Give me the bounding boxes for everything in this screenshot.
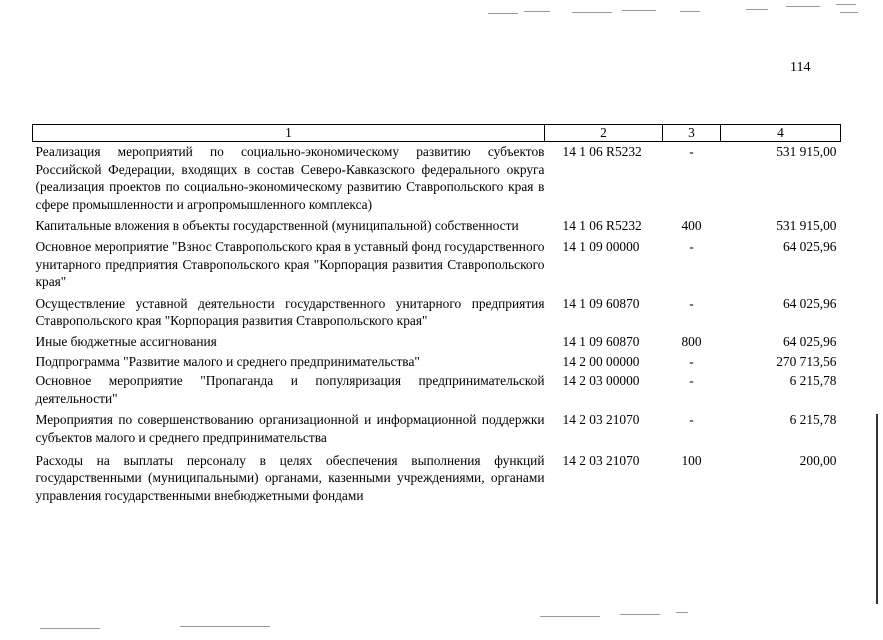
row-amount: 531 915,00: [776, 218, 837, 234]
row-code: 14 1 06 R5232: [562, 218, 642, 234]
row-amount: 270 713,56: [776, 353, 837, 369]
column-header-3: 3: [663, 125, 721, 142]
row-amount: 64 025,96: [782, 333, 837, 349]
row-expense-type: -: [689, 373, 694, 389]
budget-table: [32, 124, 841, 506]
table-row: [33, 449, 841, 507]
row-name: Основное мероприятие "Взнос Ставропольского края в уставный фонд государственного унитарного предприятия Ставропольского края "Корпорация развития Ставропольского края": [35, 238, 545, 290]
row-expense-type: -: [689, 144, 694, 159]
row-code: 14 1 09 60870: [562, 295, 640, 311]
row-name: Реализация мероприятий по социально-экономическому развитию субъектов Российской Федерации, входящих в состав Северо-Кавказского федерального округа (реализация проектов по социально-экономическому развитию Ставропольского края в сфере промышленности и агропромышленного комплекса): [35, 144, 545, 212]
row-amount: 200,00: [799, 452, 837, 468]
row-name: Осуществление уставной деятельности государственного унитарного предприятия Ставропольского края "Корпорация развития Ставропольского края": [35, 295, 545, 329]
row-amount: 6 215,78: [789, 412, 837, 428]
row-code: 14 2 03 21070: [562, 412, 640, 428]
row-expense-type: -: [689, 295, 694, 311]
row-code: 14 2 03 21070: [562, 452, 640, 468]
table-row: [33, 408, 841, 448]
row-expense-type: 400: [681, 218, 702, 234]
row-name: Основное мероприятие "Пропаганда и популяризация предпринимательской деятельности": [35, 373, 545, 406]
page-number: 114: [790, 60, 811, 75]
column-header-4: 4: [721, 125, 841, 142]
table-row: [33, 332, 841, 352]
row-amount: 531 915,00: [776, 144, 837, 159]
row-code: 14 1 09 60870: [562, 333, 640, 349]
row-name: Подпрограмма "Развитие малого и среднего предпринимательства": [35, 353, 420, 369]
row-code: 14 2 03 00000: [562, 373, 640, 389]
table-row: [33, 292, 841, 332]
row-name: Капитальные вложения в объекты государственной (муниципальной) собственности: [35, 218, 519, 234]
row-amount: 64 025,96: [782, 238, 837, 254]
row-code: 14 1 06 R5232: [562, 144, 642, 159]
table-row: [33, 352, 841, 372]
table-row: [33, 371, 841, 408]
row-expense-type: 800: [681, 333, 702, 349]
column-header-1: 1: [33, 125, 545, 142]
table-row: [33, 237, 841, 292]
row-amount: 64 025,96: [782, 295, 837, 311]
row-name: Мероприятия по совершенствованию организационной и информационной поддержки субъектов малого и среднего предпринимательства: [35, 412, 545, 445]
table-row: [33, 142, 841, 215]
column-header-2: 2: [545, 125, 663, 142]
row-code: 14 2 00 00000: [562, 353, 640, 369]
row-expense-type: 100: [681, 452, 702, 468]
row-amount: 6 215,78: [789, 373, 837, 389]
row-name: Иные бюджетные ассигнования: [35, 333, 217, 349]
row-expense-type: -: [689, 238, 694, 254]
row-name: Расходы на выплаты персоналу в целях обеспечения выполнения функций государственными (муниципальными) органами, казенными учреждениями, органами управления государственными внебюджетными фондами: [35, 452, 545, 503]
header-row: [33, 125, 841, 142]
row-code: 14 1 09 00000: [562, 238, 640, 254]
table-row: [33, 214, 841, 237]
row-expense-type: -: [689, 412, 694, 428]
row-expense-type: -: [689, 353, 694, 369]
